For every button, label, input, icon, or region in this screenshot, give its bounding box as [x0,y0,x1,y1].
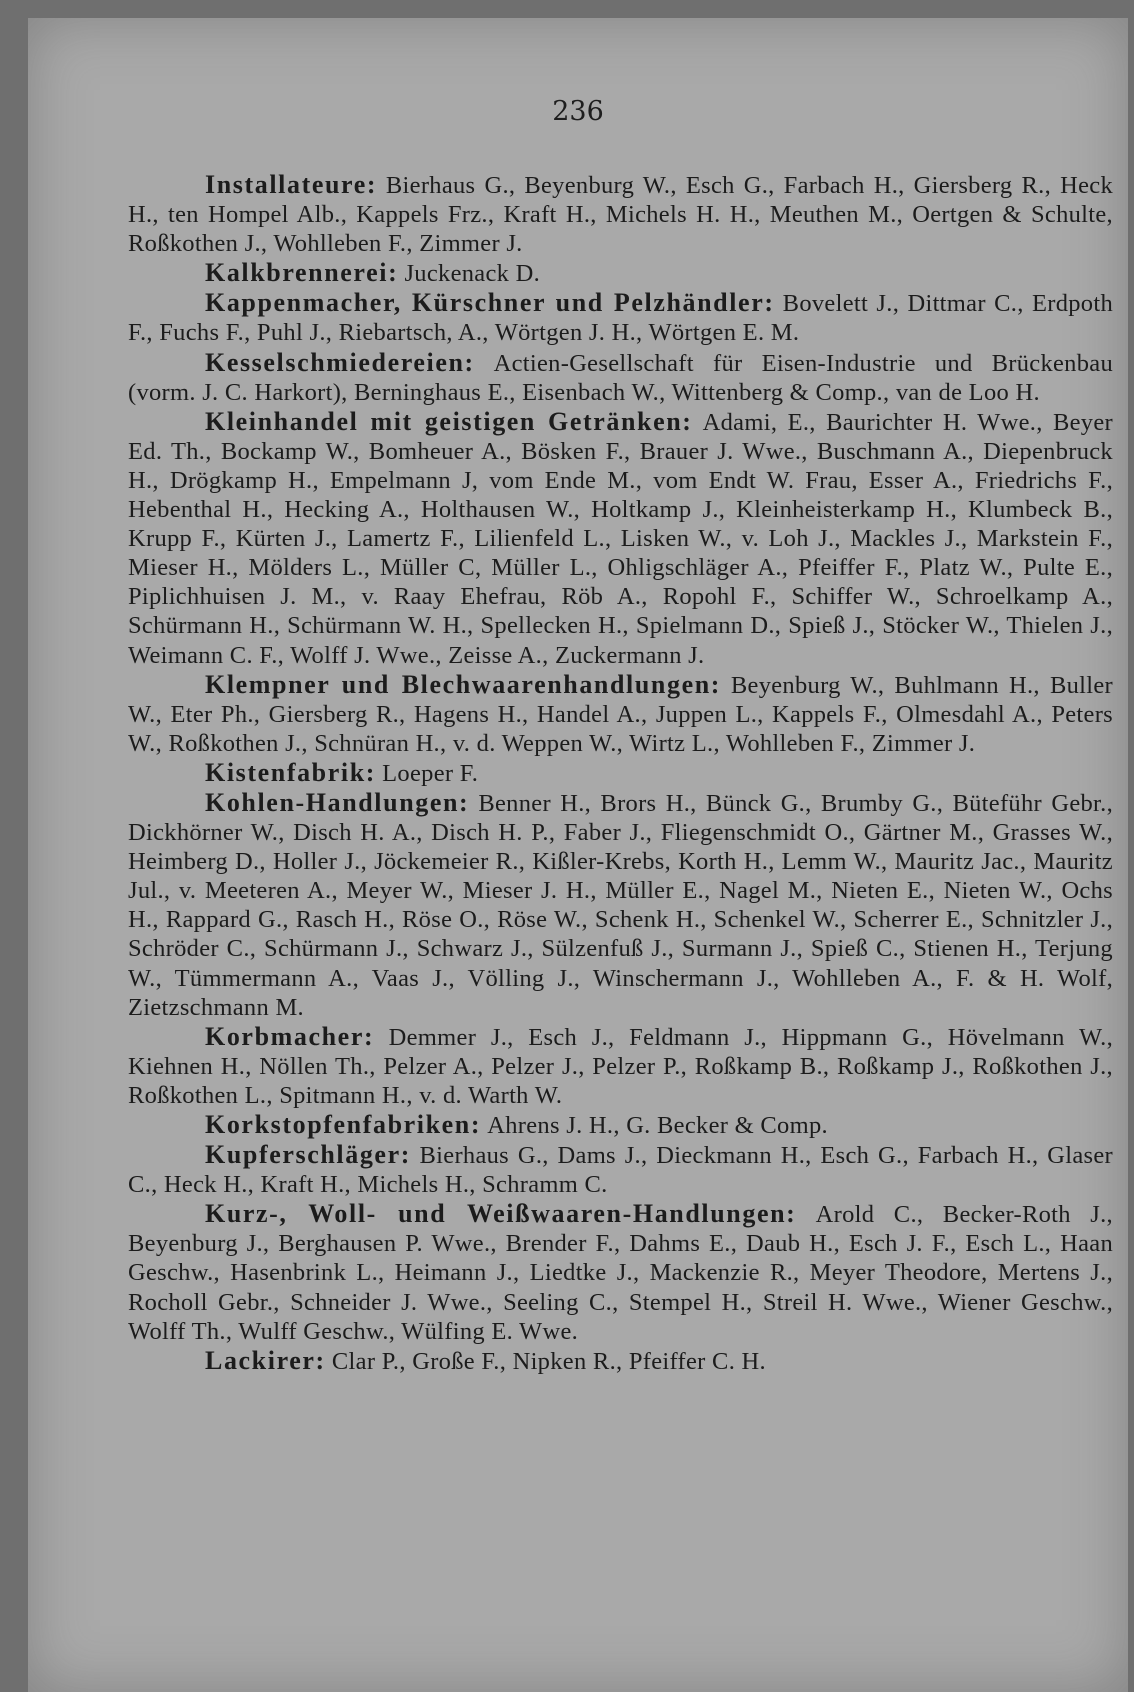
entry-lackirer [128,1346,1113,1376]
entry-kohlen-handlungen [128,788,1113,1022]
entry-kappenmacher [128,288,1113,347]
entry-klempner [128,670,1113,758]
entry-kesselschmiedereien [128,348,1113,407]
entry-heading: Kohlen-Handlungen: [205,787,470,817]
entry-heading: Kleinhandel mit geistigen Getränken: [205,406,693,436]
entry-names: Beyenburg W., Buhlmann H., Buller W., Eter Ph., Giersberg R., Hagens H., Handel A., Juppen L., Kappels F., Olmesdahl A., Peters W., Roßkothen J., Schnüran H., v. d. Weppen W., Wirtz L., Wohlleben F., Zimmer J. [128,671,1113,757]
entry-heading: Kalkbrennerei: [205,258,399,288]
entry-kurz-woll-weisswaaren [128,1199,1113,1345]
entry-heading: Kurz-, Woll- und Weißwaaren-Handlungen: [205,1199,797,1229]
entry-names: Adami, E., Baurichter H. Wwe., Beyer Ed. Th., Bockamp W., Bomheuer A., Bösken F., Brauer J. Wwe., Buschmann A., Diepenbruck H., Drögkamp H., Empelmann J, vom Ende M., vom Endt W. Frau, Esser A., Friedrichs F., Hebenthal H., Hecking A., Holthausen W., Holtkamp J., Kleinheisterkamp H., Klumbeck B., Krupp F., Kürten J., Lamertz F., Lilienfeld L., Lisken W., v. Loh J., Mackles J., Markstein F., Mieser H., Mölders L., Müller C, Müller L., Ohligschläger A., Pfeiffer F., Platz W., Pulte E., Piplichhuisen J. M., v. Raay Ehefrau, Röb A., Ropohl F., Schiffer W., Schroelkamp A., Schürmann H., Schürmann W. H., Spellecken H., Spielmann D., Spieß J., Stöcker W., Thielen J., Weimann C. F., Wolff J. Wwe., Zeisse A., Zuckermann J. [128,408,1113,669]
entry-names: Juckenack D. [404,260,541,288]
entry-names: Actien-Gesellschaft für Eisen-Industrie und Brückenbau (vorm. J. C. Harkort), Berninghaus E., Eisenbach W., Wittenberg & Comp., van de Loo H. [128,349,1114,406]
entry-kalkbrennerei [128,258,1113,288]
entry-korbmacher [128,1022,1113,1110]
entry-names: Bovelett J., Dittmar C., Erdpoth F., Fuchs F., Puhl J., Riebartsch, A., Wörtgen J. H., Wörtgen E. M. [128,290,1114,347]
book-page [28,18,1128,1692]
entry-kistenfabrik [128,758,1113,788]
entry-names: Bierhaus G., Dams J., Dieckmann H., Esch G., Farbach H., Glaser C., Heck H., Kraft H., Michels H., Schramm C. [128,1142,1114,1199]
entry-names: Arold C., Becker-Roth J., Beyenburg J., Berghausen P. Wwe., Brender F., Dahms E., Daub H., Esch J. F., Esch L., Haan Geschw., Hasenbrink L., Heimann J., Liedtke J., Mackenzie R., Meyer Theodore, Mertens J., Rocholl Gebr., Schneider J. Wwe., Seeling C., Stempel H., Streil H. Wwe., Wiener Geschw., Wolff Th., Wulff Geschw., Wülfing E. Wwe. [128,1201,1113,1345]
entry-heading: Kistenfabrik: [205,757,377,787]
directory-listing [128,170,1113,1376]
entry-names: Bierhaus G., Beyenburg W., Esch G., Farbach H., Giersberg R., Heck H., ten Hompel Alb., Kappels Frz., Kraft H., Michels H. H., Meuthen M., Oertgen & Schulte, Roßkothen J., Wohlleben F., Zimmer J. [128,172,1113,258]
entry-heading: Klempner und Blechwaarenhandlungen: [205,669,722,699]
entry-names: Demmer J., Esch J., Feldmann J., Hippmann G., Hövelmann W., Kiehnen H., Nöllen Th., Pelzer A., Pelzer J., Pelzer P., Roßkamp B., Roßkamp J., Roßkothen J., Roßkothen L., Spitmann H., v. d. Warth W. [128,1023,1113,1109]
entry-names: Clar P., Große F., Nipken R., Pfeiffer C. H. [331,1347,766,1375]
entry-heading: Korbmacher: [205,1021,375,1051]
entry-installateure [128,170,1113,258]
entry-kleinhandel [128,407,1113,670]
entry-heading: Kappenmacher, Kürschner und Pelzhändler: [205,288,775,318]
entry-names: Loeper F. [382,759,479,787]
entry-korkstopfenfabriken [128,1110,1113,1140]
entry-heading: Kupferschläger: [205,1140,411,1170]
entry-names: Benner H., Brors H., Bünck G., Brumby G., Büteführ Gebr., Dickhörner W., Disch H. A., Disch H. P., Faber J., Fliegenschmidt O., Gärtner M., Grasses W., Heimberg D., Holler J., Jöckemeier R., Kißler-Krebs, Korth H., Lemm W., Mauritz Jac., Mauritz Jul., v. Meeteren A., Meyer W., Mieser J. H., Müller E., Nagel M., Nieten E., Nieten W., Ochs H., Rappard G., Rasch H., Röse O., Röse W., Schenk H., Schenkel W., Scherrer E., Schnitzler J., Schröder C., Schürmann J., Schwarz J., Sülzenfuß J., Surmann J., Spieß C., Stienen H., Terjung W., Tümmermann A., Vaas J., Völling J., Winschermann J., Wohlleben A., F. & H. Wolf, Zietzschmann M. [128,789,1113,1021]
entry-kupferschlaeger [128,1140,1113,1199]
entry-heading: Kesselschmiedereien: [205,347,475,377]
entry-heading: Installateure: [205,170,378,199]
entry-heading: Lackirer: [205,1345,326,1375]
entry-heading: Korkstopfenfabriken: [205,1110,482,1139]
entry-names: Ahrens J. H., G. Becker & Comp. [487,1112,828,1139]
page-number: 236 [552,96,604,127]
